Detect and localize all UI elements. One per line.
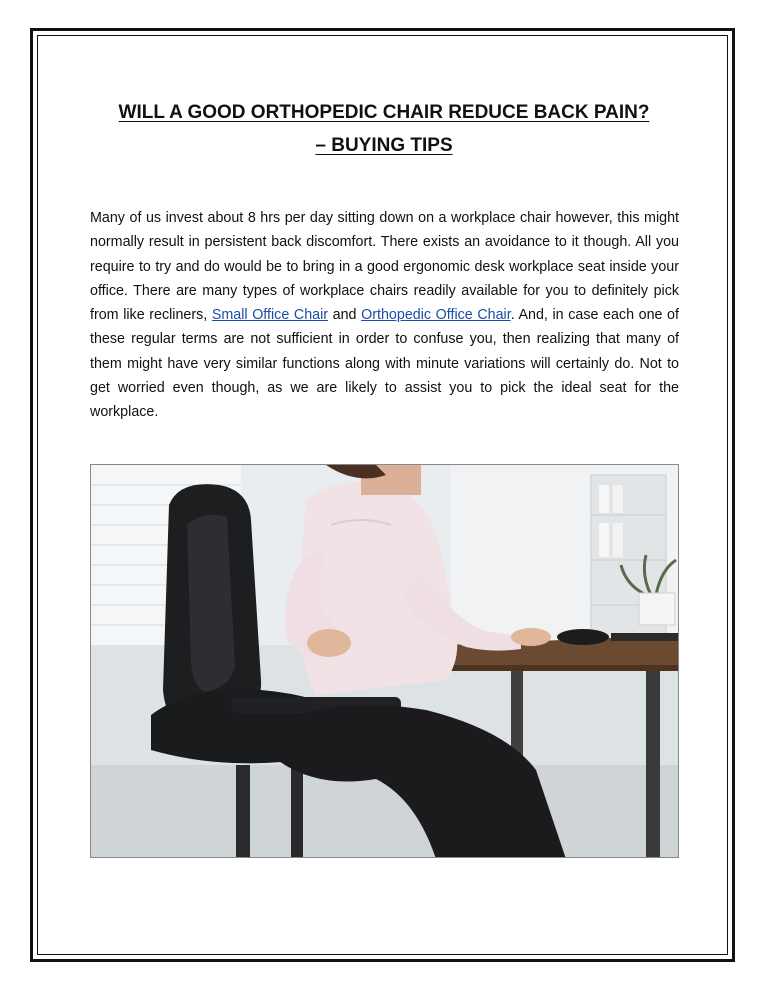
paragraph-text-1: Many of us invest about 8 hrs per day sitting down on a workplace chair however, this might normally result in persistent back discomfort. There exists an avoidance to it though. All you require to try and do would be to bring in a good ergonomic desk workplace seat inside your office. There are many types of workplace chairs readily available for you to definitely pick from like recliners, [90, 210, 679, 324]
orthopedic-office-chair-link[interactable]: Orthopedic Office Chair [361, 307, 511, 324]
intro-paragraph [90, 206, 679, 425]
woman-back-pain-photo [90, 464, 679, 858]
photo-illustration [91, 465, 679, 858]
title-line-1: WILL A GOOD ORTHOPEDIC CHAIR REDUCE BACK PAIN? [118, 102, 650, 123]
paragraph-text-3: . And, in case each one of these regular terms are not sufficient in order to confuse you, then realizing that many of them might have very similar functions along with minute variations will certainly do. Not to get worried even though, as we are likely to assist you to pick the ideal seat for the workplace. [90, 307, 679, 421]
page-title [60, 96, 708, 162]
small-office-chair-link[interactable]: Small Office Chair [211, 307, 329, 324]
title-line-2: – BUYING TIPS [315, 135, 453, 156]
paragraph-text-2: and [328, 307, 362, 324]
